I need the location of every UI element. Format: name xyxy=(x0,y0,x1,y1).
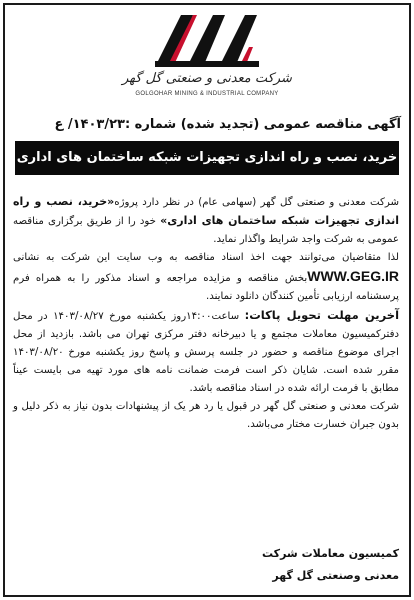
deadline-label: آخرین مهلت تحویل پاکات: xyxy=(244,308,400,322)
paragraph-intro xyxy=(13,193,399,249)
paragraph-rights: شرکت معدنی و صنعتی گل گهر در قبول یا رد هر یک از پیشنهادات بدون نیاز به ذکر دلیل و بدون جبران خسارت مختار می‌باشد. xyxy=(13,401,399,430)
signature-line-1: کمیسیون معاملات شرکت xyxy=(262,547,399,560)
documents-tail: بخش مناقصه و مزایده مراجعه و اسناد مذکور را به همراه فرم پرسشنامه ارزیابی تأمین کنندگان دانلود نمایند. xyxy=(13,273,399,302)
deadline-text: ساعت۱۴:۰۰روز یکشنبه مورخ ۱۴۰۳/۰۸/۲۷ در محل دفترکمیسیون معاملات مجتمع و یا دبیرخانه دفتر مرکزی تهران می باشد. بازدید از محل اجرای موضوع مناقصه و حضور در جلسه پرسش و پاسخ روز یکشنبه مورخ ۱۴۰۳/۰۸/۲۰ مقرر شده است. شایان ذکر است فرمت ضمانت نامه های مورد تهیه می بایست عیناً مطابق با فرمت ارائه شده در اسناد مناقصه باشد. xyxy=(13,311,399,394)
notice-headline: آگهی مناقصه عمومی (تجدید شده) شماره :۱۴۰۳/۲۳/ ع xyxy=(54,117,401,132)
paragraph-documents xyxy=(13,249,399,306)
golgohar-logo-icon xyxy=(153,11,261,69)
company-name-en: GOLGOHAR MINING & INDUSTRIAL COMPANY xyxy=(135,91,279,97)
website-link[interactable]: WWW.GEG.IR xyxy=(307,268,399,284)
project-title: «خرید، نصب و راه اندازی تجهیزات شبکه ساختمان های اداری» xyxy=(13,195,399,227)
signature-block xyxy=(262,543,399,587)
notice-body xyxy=(13,193,399,434)
intro-tail: خود را از طریق برگزاری مناقصه عمومی به شرکت واجد شرایط واگذار نماید. xyxy=(13,216,399,245)
logo-area xyxy=(5,5,409,115)
paragraph-deadline xyxy=(13,306,399,398)
company-name-fa: شرکت معدنی و صنعتی گل گهر xyxy=(122,71,292,86)
notice-banner: خرید، نصب و راه اندازی تجهیزات شبکه ساختمان های اداری xyxy=(15,141,399,175)
intro-lead: شرکت معدنی و صنعتی گل گهر (سهامی عام) در نظر دارد پروژه xyxy=(114,197,400,208)
documents-lead: لذا متقاضیان می‌توانند جهت اخذ اسناد مناقصه به وب سایت این شرکت به نشانی xyxy=(13,252,399,263)
notice-frame xyxy=(3,3,411,597)
signature-line-2: معدنی وصنعتی گل گهر xyxy=(272,569,399,582)
